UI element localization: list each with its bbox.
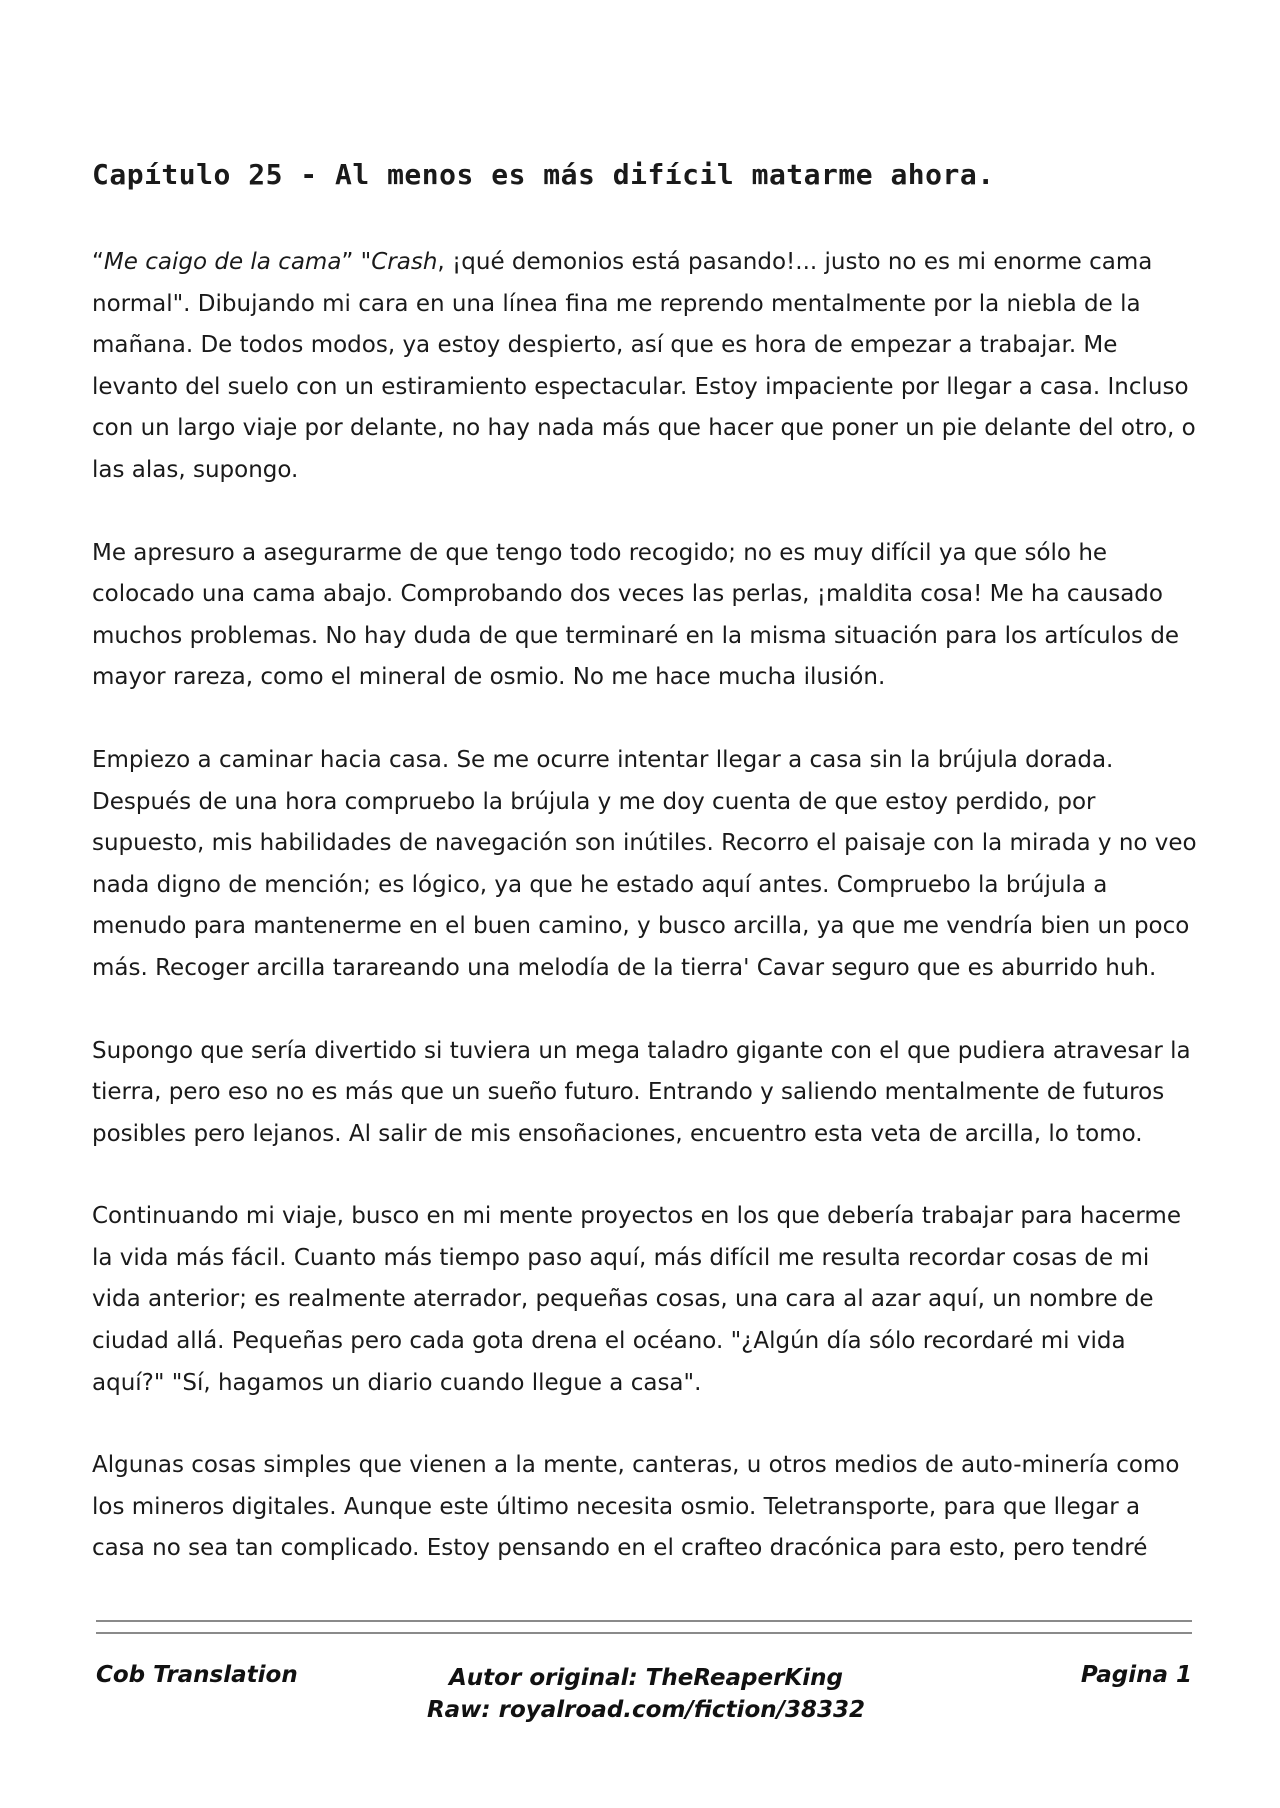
paragraph [92,533,1200,699]
footer-author: Autor original: TheReaperKing [449,1665,843,1691]
paragraph [92,242,1200,492]
footer-translator: Cob Translation [96,1662,298,1688]
footer-divider-top [96,1620,1192,1622]
paragraph [92,1445,1200,1570]
body-clip [92,242,1200,1614]
text-segment: Continuando mi viaje, busco en mi mente proyectos en los que debería trabajar para hacerme la vida más fácil. Cuanto más tiempo paso aquí, más difícil me resulta recordar cosas de mi vida anterior; es realmente aterrador, pequeñas cosas, una cara al azar aquí, un nombre de ciudad allá. Pequeñas pero cada gota drena el océano. "¿Algún día sólo recordaré mi vida aquí?" "Sí, hagamos un diario cuando llegue a casa". [92,1203,1181,1396]
paragraph [92,1196,1200,1404]
document-page [92,0,1200,1808]
italic-text: Crash [371,249,438,275]
paragraph [92,740,1200,990]
chapter-body [92,242,1200,1570]
text-segment: Algunas cosas simples que vienen a la mente, canteras, u otros medios de auto-minería como los mineros digitales. Aunque este último necesita osmio. Teletransporte, para que llegar a casa no sea tan complicado. Estoy pensando en el crafteo dracónica para esto, pero tendré [92,1452,1180,1562]
text-segment: “ [92,249,104,275]
footer-raw-source: Raw: royalroad.com/fiction/38332 [426,1697,866,1723]
paragraph [92,1031,1200,1156]
footer-credits [92,1662,1200,1726]
text-segment: ” " [341,249,372,275]
text-segment: , ¡qué demonios está pasando!... justo no es mi enorme cama normal". Dibujando mi cara en una línea fina me reprendo mentalmente por la niebla de la mañana. De todos modos, ya estoy despierto, así que es hora de empezar a trabajar. Me levanto del suelo con un estiramiento espectacular. Estoy impaciente por llegar a casa. Incluso con un largo viaje por delante, no hay nada más que hacer que poner un pie delante del otro, o las alas, supongo. [92,249,1196,483]
italic-text: Me caigo de la cama [103,249,342,275]
page-footer [92,1662,1200,1742]
text-segment: Empiezo a caminar hacia casa. Se me ocurre intentar llegar a casa sin la brújula dorada. Después de una hora compruebo la brújula y me doy cuenta de que estoy perdido, por supuesto, mis habilidades de navegación son inútiles. Recorro el paisaje con la mirada y no veo nada digno de mención; es lógico, ya que he estado aquí antes. Compruebo la brújula a menudo para mantenerme en el buen camino, y busco arcilla, ya que me vendría bien un poco más. Recoger arcilla tarareando una melodía de la tierra' Cavar seguro que es aburrido huh. [92,746,1197,981]
text-segment: Me apresuro a asegurarme de que tengo todo recogido; no es muy difícil ya que sólo he colocado una cama abajo. Comprobando dos veces las perlas, ¡maldita cosa! Me ha causado muchos problemas. No hay duda de que terminaré en la misma situación para los artículos de mayor rareza, como el mineral de osmio. No me hace mucha ilusión. [92,539,1180,691]
footer-divider-bottom [96,1632,1192,1634]
text-segment: Supongo que sería divertido si tuviera un mega taladro gigante con el que pudiera atravesar la tierra, pero eso no es más que un sueño futuro. Entrando y saliendo mentalmente de futuros posibles pero lejanos. Al salir de mis ensoñaciones, encuentro esta veta de arcilla, lo tomo. [92,1037,1191,1147]
chapter-title: Capítulo 25 - Al menos es más difícil matarme ahora. [92,158,995,191]
footer-page-number: Pagina 1 [1080,1662,1192,1688]
